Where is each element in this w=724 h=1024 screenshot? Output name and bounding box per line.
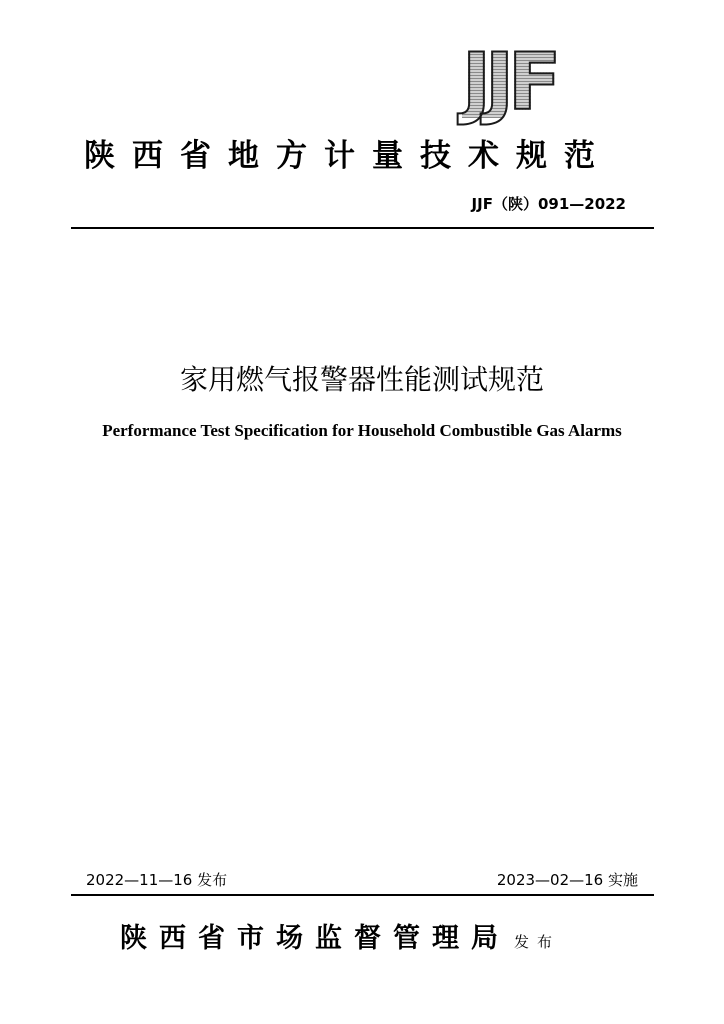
- issue-date: 2022—11—16 发布: [86, 871, 228, 889]
- document-title-english: Performance Test Specification for Household Combustible Gas Alarms: [102, 421, 622, 440]
- document-title: 家用燃气报警器性能测试规范: [179, 363, 544, 396]
- series-title: 陕西省地方计量技术规范: [84, 138, 612, 174]
- bottom-divider: [71, 894, 654, 896]
- issuer-name: 陕西省市场监督管理局: [120, 923, 510, 954]
- jjf-logo: [462, 38, 634, 128]
- effective-date: 2023—02—16 实施: [496, 871, 638, 889]
- jjf-logo-text: JJF: [462, 48, 634, 118]
- top-divider: [71, 227, 654, 229]
- issuer-line: [120, 920, 560, 961]
- issuer-suffix: 发布: [514, 933, 561, 951]
- standard-number: JJF（陕）091—2022: [471, 195, 626, 213]
